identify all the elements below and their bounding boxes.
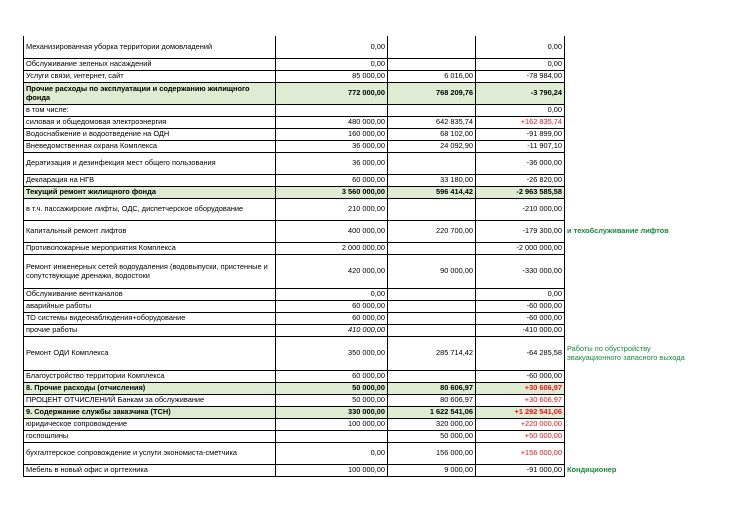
actual-value <box>388 312 476 324</box>
row-name: Мебель в новый офис и оргтехника <box>24 464 276 476</box>
table-row <box>24 242 699 254</box>
row-name: аварийные работы <box>24 300 276 312</box>
difference-value: 0,00 <box>476 58 565 70</box>
row-note <box>565 58 699 70</box>
difference-value: -410 000,00 <box>476 324 565 336</box>
table-row <box>24 104 699 116</box>
difference-value: +220 000,00 <box>476 418 565 430</box>
planned-value: 210 000,00 <box>276 198 388 220</box>
actual-value <box>388 58 476 70</box>
actual-value: 1 622 541,06 <box>388 406 476 418</box>
planned-value: 2 000 000,00 <box>276 242 388 254</box>
actual-value: 320 000,00 <box>388 418 476 430</box>
difference-value: +162 835,74 <box>476 116 565 128</box>
table-row <box>24 394 699 406</box>
difference-value: +30 606,97 <box>476 382 565 394</box>
difference-value: 0,00 <box>476 288 565 300</box>
table-row <box>24 58 699 70</box>
row-name: Обслуживание вентканалов <box>24 288 276 300</box>
row-name: 9. Содержание службы заказчика (ТСН) <box>24 406 276 418</box>
row-note <box>565 254 699 288</box>
row-name: 8. Прочие расходы (отчисления) <box>24 382 276 394</box>
planned-value <box>276 430 388 442</box>
actual-value <box>388 36 476 58</box>
actual-value: 768 209,76 <box>388 82 476 104</box>
table-row <box>24 82 699 104</box>
table-row <box>24 116 699 128</box>
table-row <box>24 370 699 382</box>
row-name: прочие работы <box>24 324 276 336</box>
table-row <box>24 300 699 312</box>
table-row <box>24 312 699 324</box>
difference-value: 0,00 <box>476 36 565 58</box>
actual-value: 33 180,00 <box>388 174 476 186</box>
difference-value: -26 820,00 <box>476 174 565 186</box>
row-name: ТО системы видеонаблюдения+оборудование <box>24 312 276 324</box>
actual-value: 6 016,00 <box>388 70 476 82</box>
table-row <box>24 36 699 58</box>
table-row <box>24 140 699 152</box>
budget-table <box>23 36 699 477</box>
row-note <box>565 174 699 186</box>
table-row <box>24 336 699 370</box>
row-name: Обслуживание зеленых насаждений <box>24 58 276 70</box>
actual-value <box>388 152 476 174</box>
planned-value: 100 000,00 <box>276 418 388 430</box>
table-row <box>24 70 699 82</box>
table-row <box>24 430 699 442</box>
row-note <box>565 430 699 442</box>
difference-value: -330 000,00 <box>476 254 565 288</box>
row-note <box>565 152 699 174</box>
planned-value: 50 000,00 <box>276 394 388 406</box>
row-name: Водоснабжение и водоотведение на ОДН <box>24 128 276 140</box>
actual-value <box>388 370 476 382</box>
row-name: Услуги связи, интернет, сайт <box>24 70 276 82</box>
table-row <box>24 464 699 476</box>
planned-value: 85 000,00 <box>276 70 388 82</box>
row-note <box>565 300 699 312</box>
row-note <box>565 186 699 198</box>
difference-value: -60 000,00 <box>476 370 565 382</box>
difference-value: -11 907,10 <box>476 140 565 152</box>
difference-value: -60 000,00 <box>476 300 565 312</box>
row-note <box>565 242 699 254</box>
row-note: Работы по обустройству эвакуационного запасного выхода <box>567 343 685 362</box>
row-note <box>565 82 699 104</box>
table-row <box>24 418 699 430</box>
row-note: Кондиционер <box>567 465 617 475</box>
planned-value: 400 000,00 <box>276 220 388 242</box>
difference-value: -2 000 000,00 <box>476 242 565 254</box>
planned-value: 100 000,00 <box>276 464 388 476</box>
actual-value <box>388 324 476 336</box>
actual-value: 80 606,97 <box>388 382 476 394</box>
planned-value: 50 000,00 <box>276 382 388 394</box>
row-note <box>565 418 699 430</box>
planned-value: 3 560 000,00 <box>276 186 388 198</box>
planned-value: 330 000,00 <box>276 406 388 418</box>
row-name: ПРОЦЕНТ ОТЧИСЛЕНИЙ Банкам за обслуживание <box>24 394 276 406</box>
table-row <box>24 406 699 418</box>
row-note <box>565 312 699 324</box>
row-name: в том числе: <box>24 104 276 116</box>
row-name: Механизированная уборка территории домовладений <box>24 36 276 58</box>
actual-value <box>388 288 476 300</box>
row-note <box>565 324 699 336</box>
difference-value: 0,00 <box>476 104 565 116</box>
planned-value: 0,00 <box>276 36 388 58</box>
row-name: Противопожарные мероприятия Комплекса <box>24 242 276 254</box>
planned-value: 160 000,00 <box>276 128 388 140</box>
actual-value: 9 000,00 <box>388 464 476 476</box>
actual-value: 596 414,42 <box>388 186 476 198</box>
difference-value: -91 000,00 <box>476 464 565 476</box>
planned-value: 410 000,00 <box>276 324 388 336</box>
planned-value: 0,00 <box>276 58 388 70</box>
row-note <box>565 140 699 152</box>
actual-value: 156 000,00 <box>388 442 476 464</box>
row-note <box>565 116 699 128</box>
row-note <box>565 394 699 406</box>
table-row <box>24 174 699 186</box>
row-name: Дератизация и дезинфекция мест общего пользования <box>24 152 276 174</box>
row-name: силовая и общедомовая электроэнергия <box>24 116 276 128</box>
row-name: Прочие расходы по эксплуатации и содержанию жилищного фонда <box>24 82 276 104</box>
planned-value: 60 000,00 <box>276 370 388 382</box>
row-note <box>565 442 699 464</box>
planned-value: 0,00 <box>276 288 388 300</box>
planned-value <box>276 104 388 116</box>
row-note <box>565 382 699 394</box>
planned-value: 420 000,00 <box>276 254 388 288</box>
planned-value: 350 000,00 <box>276 336 388 370</box>
difference-value: +50 000,00 <box>476 430 565 442</box>
planned-value: 480 000,00 <box>276 116 388 128</box>
row-note <box>565 70 699 82</box>
row-name: Капитальный ремонт лифтов <box>24 220 276 242</box>
difference-value: -179 300,00 <box>476 220 565 242</box>
table-row <box>24 198 699 220</box>
table-row <box>24 254 699 288</box>
table-row <box>24 128 699 140</box>
planned-value: 772 000,00 <box>276 82 388 104</box>
row-name: госпошлины <box>24 430 276 442</box>
table-row <box>24 152 699 174</box>
row-note <box>565 128 699 140</box>
table-row <box>24 382 699 394</box>
row-name: Вневедомственная охрана Комплекса <box>24 140 276 152</box>
difference-value: -210 000,00 <box>476 198 565 220</box>
table-row <box>24 220 699 242</box>
difference-value: +1 292 541,06 <box>476 406 565 418</box>
difference-value: -78 984,00 <box>476 70 565 82</box>
actual-value: 90 000,00 <box>388 254 476 288</box>
row-note <box>565 36 699 58</box>
difference-value: -3 790,24 <box>476 82 565 104</box>
actual-value: 80 606,97 <box>388 394 476 406</box>
difference-value: -64 285,58 <box>476 336 565 370</box>
planned-value: 60 000,00 <box>276 312 388 324</box>
difference-value: -2 963 585,58 <box>476 186 565 198</box>
row-note <box>565 288 699 300</box>
row-note <box>565 370 699 382</box>
table-row <box>24 288 699 300</box>
difference-value: +156 000,00 <box>476 442 565 464</box>
difference-value: -36 000,00 <box>476 152 565 174</box>
planned-value: 60 000,00 <box>276 174 388 186</box>
table-row <box>24 186 699 198</box>
planned-value: 0,00 <box>276 442 388 464</box>
difference-value: +30 606,97 <box>476 394 565 406</box>
row-name: бухгалтерское сопровождение и услуги экономиста-сметчика <box>24 442 276 464</box>
actual-value: 642 835,74 <box>388 116 476 128</box>
row-name: Ремонт ОДИ Комплекса <box>24 336 276 370</box>
row-note: и техобслуживание лифтов <box>567 226 669 236</box>
actual-value: 68 102,00 <box>388 128 476 140</box>
row-name: юридическое сопровождение <box>24 418 276 430</box>
actual-value: 24 092,90 <box>388 140 476 152</box>
row-name: Ремонт инженерных сетей водоудаления (водовыпуски, пристенные и сопутствующие дренажи, водостоки <box>24 254 276 288</box>
actual-value: 50 000,00 <box>388 430 476 442</box>
actual-value: 285 714,42 <box>388 336 476 370</box>
difference-value: -91 899,00 <box>476 128 565 140</box>
row-name: Декларация на НГВ <box>24 174 276 186</box>
row-note <box>565 406 699 418</box>
table-row <box>24 442 699 464</box>
planned-value: 60 000,00 <box>276 300 388 312</box>
row-name: в т.ч. пассажирские лифты, ОДС, диспетчерское оборудование <box>24 198 276 220</box>
actual-value <box>388 242 476 254</box>
actual-value <box>388 300 476 312</box>
row-name: Текущий ремонт жилищного фонда <box>24 186 276 198</box>
planned-value: 36 000,00 <box>276 140 388 152</box>
row-note <box>565 104 699 116</box>
actual-value <box>388 104 476 116</box>
row-note <box>565 198 699 220</box>
actual-value: 220 700,00 <box>388 220 476 242</box>
table-row <box>24 324 699 336</box>
planned-value: 36 000,00 <box>276 152 388 174</box>
row-name: Благоустройство территории Комплекса <box>24 370 276 382</box>
actual-value <box>388 198 476 220</box>
difference-value: -60 000,00 <box>476 312 565 324</box>
